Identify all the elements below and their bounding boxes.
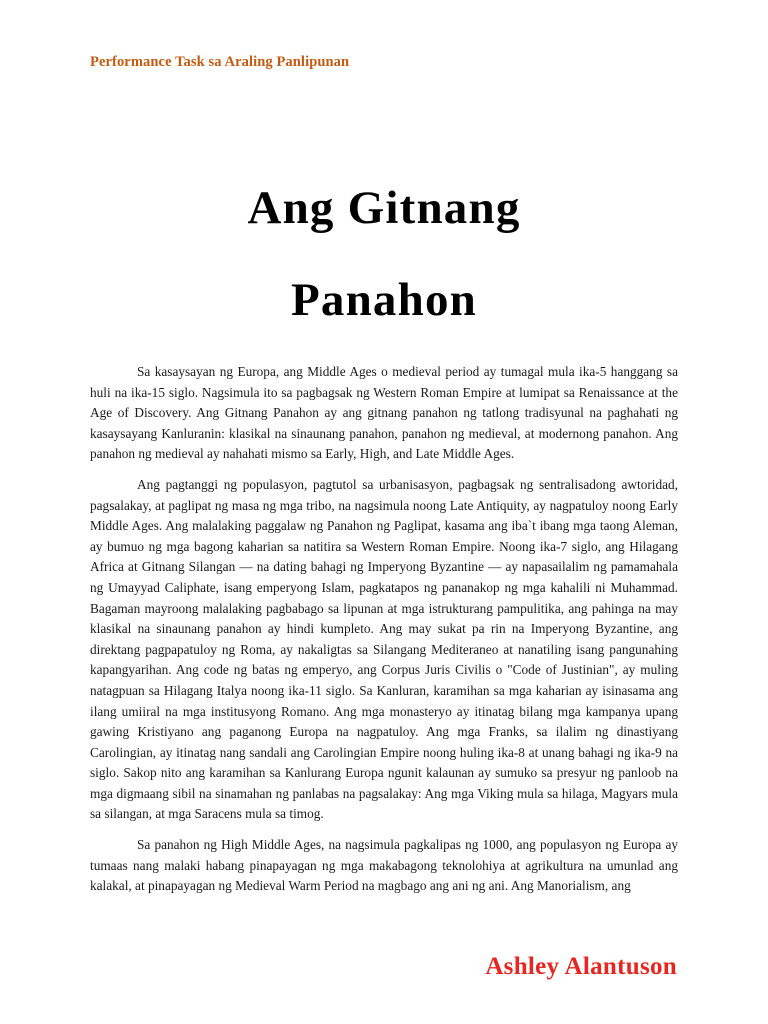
paragraph: Ang pagtanggi ng populasyon, pagtutol sa urbanisasyon, pagbagsak ng sentralisadong awtoridad, pagsalakay, at paglipat ng masa ng mga tribo, na nagsimula noong Late Antiquity, ay nagpatuloy noong Early Middle Ages. Ang malalaking paggalaw ng Panahon ng Paglipat, kasama ang iba`t ibang mga taong Aleman, ay bumuo ng mga bagong kaharian sa natitira sa Western Roman Empire. Noong ika-7 siglo, ang Hilagang Africa at Gitnang Silangan — na dating bahagi ng Imperyong Byzantine — ay napasailalim ng pamamahala ng Umayyad Caliphate, isang emperyong Islam, pagkatapos ng pananakop ng mga kahalili ni Muhammad. Bagaman mayroong malalaking pagbabago sa lipunan at mga istrukturang pampulitika, ang pahinga na may klasikal na sinaunang panahon ay hindi kumpleto. Ang may sukat pa rin na Imperyong Byzantine, ang direktang pagpapatuloy ng Roma, ay nakaligtas sa Silangang Mediteraneo at nanatiling isang pangunahing kapangyarihan. Ang code ng batas ng emperyo, ang Corpus Juris Civilis o "Code of Justinian", ay muling natagpuan sa Hilagang Italya noong ika-11 siglo. Sa Kanluran, karamihan sa mga kaharian ay isinasama ang ilang umiiral na mga institusyong Romano. Ang mga monasteryo ay itinatag bilang mga kampanya upang gawing Kristiyano ang paganong Europa na nagpatuloy. Ang mga Franks, sa ilalim ng dinastiyang Carolingian, ay itinatag nang sandali ang Carolingian Empire noong huling ika-8 at unang bahagi ng ika-9 na siglo. Sakop nito ang karamihan sa Kanlurang Europa ngunit kalaunan ay sumuko sa presyur ng panloob na mga digmaang sibil na sinamahan ng panlabas na pagsalakay: Ang mga Viking mula sa hilaga, Magyars mula sa silangan, at mga Saracens mula sa timog. bbox=[90, 476, 678, 822]
document-header: Performance Task sa Araling Panlipunan bbox=[90, 54, 350, 70]
paragraph: Sa panahon ng High Middle Ages, na nagsimula pagkalipas ng 1000, ang populasyon ng Europa ay tumaas nang malaki habang pinapayagan ng mga makabagong teknolohiya at agrikultura na umunlad ang kalakal, at pinapayagan ng Medieval Warm Period na magbago ang ani ng ani. Ang Manorialism, ang bbox=[90, 837, 678, 894]
document-body bbox=[90, 362, 678, 907]
paragraph: Sa kasaysayan ng Europa, ang Middle Ages o medieval period ay tumagal mula ika-5 hanggang sa huli na ika-15 siglo. Nagsimula ito sa pagbagsak ng Western Roman Empire at lumipat sa Renaissance at the Age of Discovery. Ang Gitnang Panahon ay ang gitnang panahon ng tatlong tradisyunal na paghahati ng kasaysayang Kanluranin: klasikal na sinaunang panahon, panahon ng medieval, at modernong panahon. Ang panahon ng medieval ay nahahati mismo sa Early, High, and Late Middle Ages. bbox=[90, 364, 678, 462]
document-title-line-1: Ang Gitnang bbox=[247, 182, 521, 234]
author-name: Ashley Alantuson bbox=[485, 953, 677, 980]
document-title-line-2: Panahon bbox=[290, 274, 478, 326]
